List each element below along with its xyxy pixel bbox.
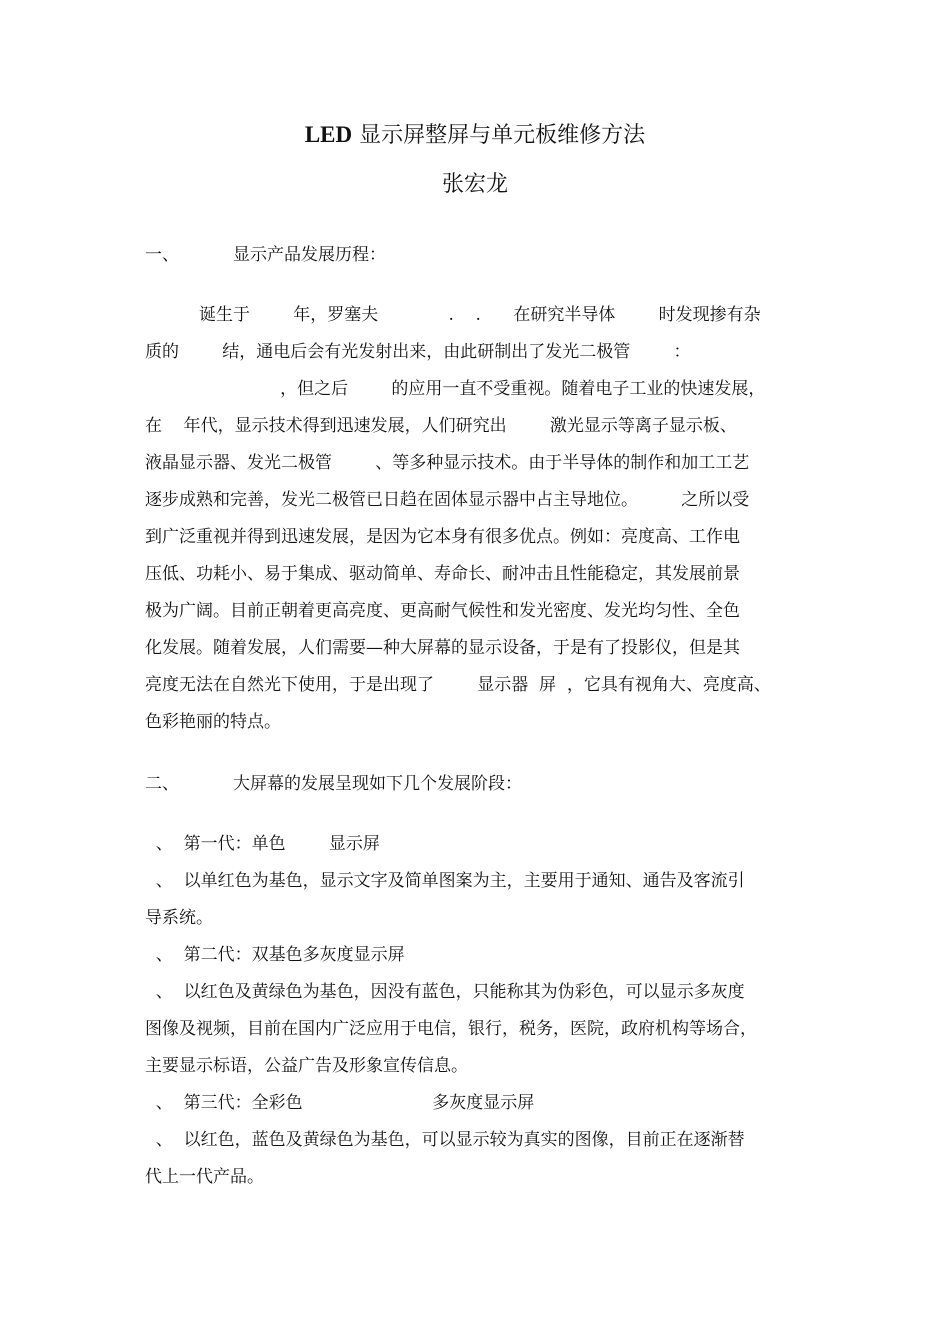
title-text: 显示屏整屏与单元板维修方法 <box>352 123 646 148</box>
section-heading-1: 一、 显示产品发展历程： <box>145 245 387 265</box>
paragraph-line: ，但之后 的应用一直不受重视。随着电子工业的快速发展， <box>145 379 766 399</box>
list-item: 导系统。 <box>145 908 213 928</box>
paragraph-line: 极为广阔。目前正朝着更高亮度、更高耐气候性和发光密度、发光均匀性、全色 <box>145 601 740 621</box>
document-author: 张宏龙 <box>441 172 508 197</box>
list-item: 、 第二代：双基色多灰度显示屏 <box>145 945 405 965</box>
document-title <box>0 118 950 153</box>
paragraph-line: 在 年代，显示技术得到迅速发展，人们研究出 激光显示等离子显示板、 <box>145 416 737 436</box>
paragraph-line: 到广泛重视并得到迅速发展，是因为它本身有很多优点。例如：亮度高、工作电 <box>145 527 740 547</box>
list-item: 、 以红色及黄绿色为基色，因没有蓝色，只能称其为伪彩色，可以显示多灰度 <box>145 982 745 1002</box>
list-item: 代上一代产品。 <box>145 1167 264 1187</box>
paragraph-line: 液晶显示器、发光二极管 、等多种显示技术。由于半导体的制作和加工工艺 <box>145 453 750 473</box>
title-led: LED <box>304 122 353 147</box>
list-item: 图像及视频，目前在国内广泛应用于电信，银行，税务，医院，政府机构等场合， <box>145 1019 757 1039</box>
paragraph-line: 诞生于 年，罗塞夫 . . 在研究半导体 时发现掺有杂 <box>145 305 761 325</box>
list-item: 、 第三代：全彩色 多灰度显示屏 <box>145 1093 535 1113</box>
list-item: 、 以红色，蓝色及黄绿色为基色，可以显示较为真实的图像，目前正在逐渐替 <box>145 1130 745 1150</box>
paragraph-line: 化发展。随着发展，人们需要—种大屏幕的显示设备，于是有了投影仪，但是其 <box>145 638 740 658</box>
section-heading-2: 二、 大屏幕的发展呈现如下几个发展阶段： <box>145 774 523 794</box>
list-item: 、 以单红色为基色，显示文字及简单图案为主，主要用于通知、通告及客流引 <box>145 871 745 891</box>
list-item: 、 第一代：单色 显示屏 <box>145 834 380 854</box>
paragraph-line: 压低、功耗小、易于集成、驱动简单、寿命长、耐冲击且性能稳定，其发展前景 <box>145 564 740 584</box>
paragraph-line: 色彩艳丽的特点。 <box>145 712 281 732</box>
paragraph-line: 质的 结，通电后会有光发射出来，由此研制出了发光二极管 ： <box>145 342 691 362</box>
paragraph-line: 亮度无法在自然光下使用，于是出现了 显示器 屏 ，它具有视角大、亮度高、 <box>145 675 771 695</box>
paragraph-line: 逐步成熟和完善，发光二极管已日趋在固体显示器中占主导地位。 之所以受 <box>145 490 750 510</box>
list-item: 主要显示标语，公益广告及形象宣传信息。 <box>145 1056 468 1076</box>
